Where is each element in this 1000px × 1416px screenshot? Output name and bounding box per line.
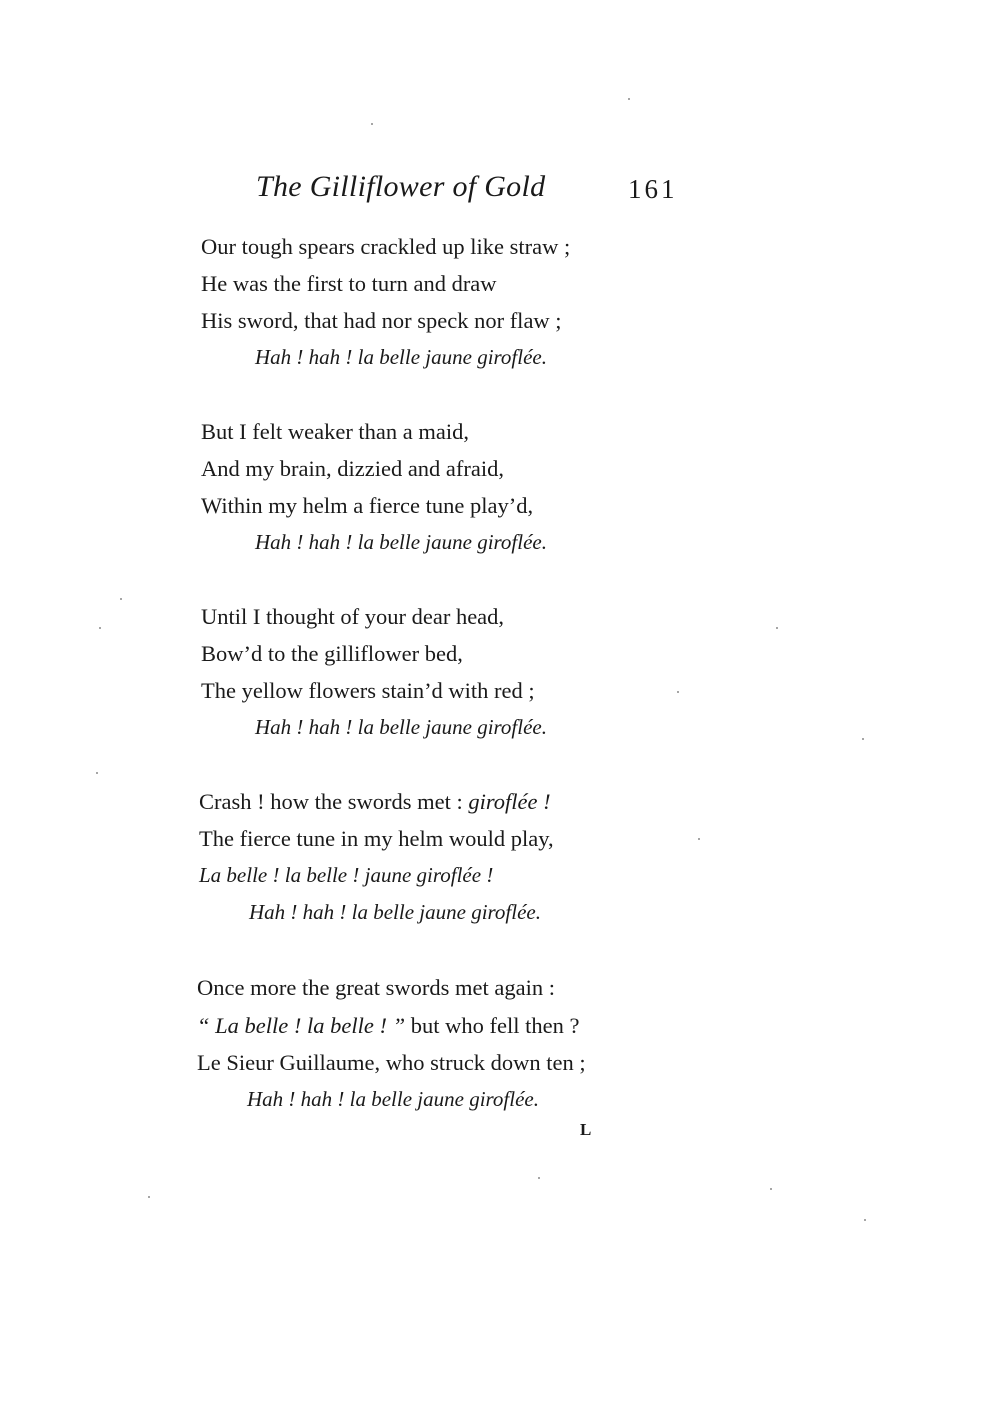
stanza-4-line-3: La belle ! la belle ! jaune giroflée !	[199, 863, 494, 887]
scan-speck	[862, 738, 864, 740]
scan-speck	[96, 772, 98, 774]
stanza-4-line-2: The fierce tune in my helm would play,	[199, 826, 554, 851]
scan-speck	[776, 627, 778, 629]
signature-mark: L	[580, 1120, 592, 1139]
stanza-5-line-3: Le Sieur Guillaume, who struck down ten ;	[197, 1050, 586, 1075]
scan-speck	[99, 627, 101, 629]
scan-speck	[770, 1188, 772, 1190]
stanza-2-line-3: Within my helm a fierce tune play’d,	[201, 493, 534, 518]
stanza-2-refrain: Hah ! hah ! la belle jaune giroflée.	[255, 530, 547, 554]
scan-speck	[677, 691, 679, 693]
stanza-4-line-1	[199, 791, 551, 814]
stanza-5-line-2	[197, 1015, 579, 1038]
stanza-3-line-1: Until I thought of your dear head,	[201, 604, 505, 629]
stanza-4-line-1-italic: giroflée !	[468, 789, 551, 814]
running-title: The Gilliflower of Gold	[256, 170, 546, 203]
stanza-1-line-1: Our tough spears crackled up like straw ;	[201, 234, 571, 259]
scan-speck	[148, 1196, 150, 1198]
stanza-3-line-3: The yellow flowers stain’d with red ;	[201, 678, 535, 703]
stanza-4-refrain: Hah ! hah ! la belle jaune giroflée.	[249, 900, 541, 924]
stanza-2-line-2: And my brain, dizzied and afraid,	[201, 456, 505, 481]
stanza-1-line-3: His sword, that had nor speck nor flaw ;	[201, 308, 562, 333]
scan-speck	[120, 598, 122, 600]
stanza-2-line-1: But I felt weaker than a maid,	[201, 419, 470, 444]
page-number: 161	[628, 174, 678, 204]
stanza-5-line-1: Once more the great swords met again :	[197, 975, 556, 1000]
stanza-5-line-2-text: but who fell then ?	[405, 1013, 580, 1038]
stanza-5-line-2-quote: “ La belle ! la belle ! ”	[197, 1013, 406, 1038]
scan-speck	[864, 1219, 866, 1221]
scan-speck	[538, 1177, 540, 1179]
stanza-1-refrain: Hah ! hah ! la belle jaune giroflée.	[255, 345, 547, 369]
stanza-3-refrain: Hah ! hah ! la belle jaune giroflée.	[255, 715, 547, 739]
stanza-1-line-2: He was the first to turn and draw	[201, 271, 497, 296]
stanza-5-refrain: Hah ! hah ! la belle jaune giroflée.	[247, 1087, 539, 1111]
scan-speck	[371, 123, 373, 125]
stanza-4-line-1-text: Crash ! how the swords met :	[199, 789, 469, 814]
scan-speck	[698, 838, 700, 840]
stanza-3-line-2: Bow’d to the gilliflower bed,	[201, 641, 463, 666]
scan-speck	[628, 98, 630, 100]
